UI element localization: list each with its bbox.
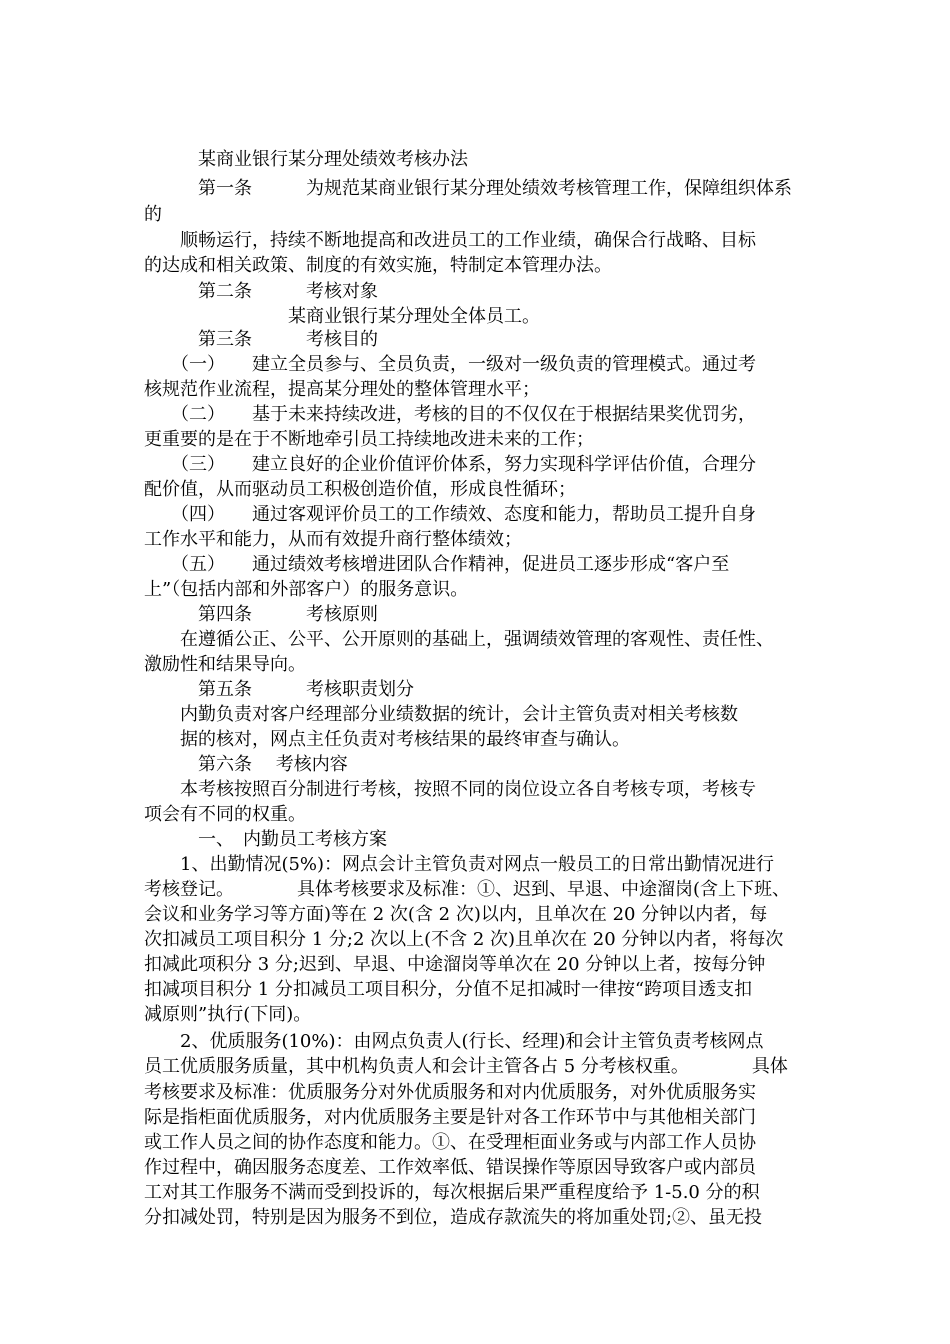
article-3-heading: 第三条 考核目的 (144, 329, 378, 350)
text-line: 激励性和结果导向。 (144, 654, 306, 675)
text-line: 据的核对，网点主任负责对考核结果的最终审查与确认。 (144, 729, 630, 750)
text-line: 分扣减处罚，特别是因为服务不到位，造成存款流失的将加重处罚;②、虽无投 (144, 1207, 763, 1228)
text-line: 核规范作业流程，提高某分理处的整体管理水平； (144, 379, 540, 400)
text-line: 某商业银行某分理处全体员工。 (144, 306, 540, 327)
article-2-heading: 第二条 考核对象 (144, 281, 378, 302)
article-4-heading: 第四条 考核原则 (144, 604, 378, 625)
text-line: 扣减此项积分 3 分;迟到、早退、中途溜岗等单次在 20 分钟以上者，按每分钟 (144, 954, 766, 975)
text-line: （四） 通过客观评价员工的工作绩效、态度和能力，帮助员工提升自身 (144, 504, 756, 525)
text-line: 1、出勤情况(5%)：网点会计主管负责对网点一般员工的日常出勤情况进行 (144, 854, 775, 875)
text-line: 的达成和相关政策、制度的有效实施，特制定本管理办法。 (144, 255, 612, 276)
text-line: 内勤负责对客户经理部分业绩数据的统计，会计主管负责对相关考核数 (144, 704, 738, 725)
text-line: 更重要的是在于不断地牵引员工持续地改进未来的工作； (144, 429, 594, 450)
text-line: （二） 基于未来持续改进，考核的目的不仅仅在于根据结果奖优罚劣， (144, 404, 756, 425)
section-heading: 一、 内勤员工考核方案 (144, 829, 387, 850)
article-1-heading: 第一条 为规范某商业银行某分理处绩效考核管理工作，保障组织体系 (144, 178, 792, 199)
text-line: 减原则”执行(下同)。 (144, 1004, 312, 1025)
document-title: 某商业银行某分理处绩效考核办法 (144, 149, 468, 170)
text-line: 作过程中，确因服务态度差、工作效率低、错误操作等原因导致客户或内部员 (144, 1157, 756, 1178)
text-line: 工对其工作服务不满而受到投诉的，每次根据后果严重程度给予 1-5.0 分的积 (144, 1182, 760, 1203)
text-line: 本考核按照百分制进行考核，按照不同的岗位设立各自考核专项，考核专 (144, 779, 756, 800)
text-line: （一） 建立全员参与、全员负责，一级对一级负责的管理模式。通过考 (144, 354, 756, 375)
text-line: （五） 通过绩效考核增进团队合作精神，促进员工逐步形成“客户至 (144, 554, 730, 575)
text-line: 工作水平和能力，从而有效提升商行整体绩效； (144, 529, 522, 550)
text-line: 考核登记。 具体考核要求及标准：①、迟到、早退、中途溜岗(含上下班、 (144, 879, 791, 900)
text-line: 扣减项目积分 1 分扣减员工项目积分，分值不足扣减时一律按“跨项目透支扣 (144, 979, 753, 1000)
text-line: 或工作人员之间的协作态度和能力。①、在受理柜面业务或与内部工作人员协 (144, 1132, 756, 1153)
text-line: 配价值，从而驱动员工积极创造价值，形成良性循环； (144, 479, 576, 500)
text-line: 顺畅运行，持续不断地提高和改进员工的工作业绩，确保合行战略、目标 (144, 230, 756, 251)
text-line: 2、优质服务(10%)：由网点负责人(行长、经理)和会计主管负责考核网点 (144, 1031, 764, 1052)
article-5-heading: 第五条 考核职责划分 (144, 679, 414, 700)
text-line: 项会有不同的权重。 (144, 804, 306, 825)
text-line: 会议和业务学习等方面)等在 2 次(含 2 次)以内，且单次在 20 分钟以内者，每 (144, 904, 768, 925)
text-line: （三） 建立良好的企业价值评价体系，努力实现科学评估价值，合理分 (144, 454, 756, 475)
text-line: 的 (144, 204, 162, 225)
text-line: 考核要求及标准：优质服务分对外优质服务和对内优质服务，对外优质服务实 (144, 1082, 756, 1103)
text-line: 次扣减员工项目积分 1 分;2 次以上(不含 2 次)且单次在 20 分钟以内者，将每次 (144, 929, 784, 950)
text-line: 际是指柜面优质服务，对内优质服务主要是针对各工作环节中与其他相关部门 (144, 1107, 756, 1128)
text-line: 在遵循公正、公平、公开原则的基础上，强调绩效管理的客观性、责任性、 (144, 629, 774, 650)
article-6-heading: 第六条 考核内容 (144, 754, 348, 775)
text-line: 员工优质服务质量，其中机构负责人和会计主管各占 5 分考核权重。 具体 (144, 1056, 788, 1077)
text-line: 上”（包括内部和外部客户）的服务意识。 (144, 579, 469, 600)
